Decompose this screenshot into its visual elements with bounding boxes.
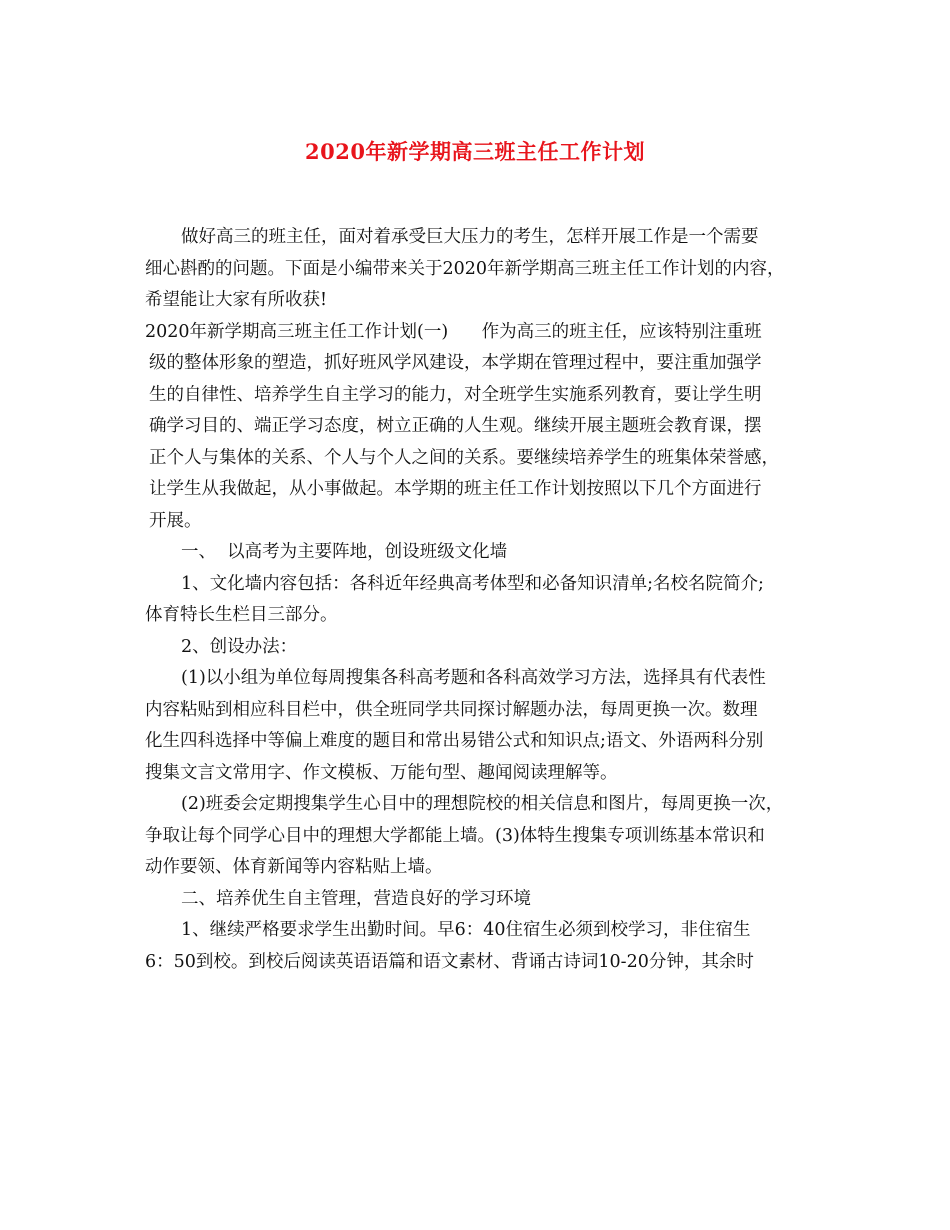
paragraph-line: 级的整体形象的塑造，抓好班风学风建设，本学期在管理过程中，要注重加强学 [149,353,762,373]
section-heading: 一、 以高考为主要阵地，创设班级文化墙 [181,542,508,562]
paragraph-line: 6：50到校。到校后阅读英语语篇和语文素材、背诵古诗词10-20分钟，其余时 [145,951,754,972]
paragraph-line: 1、继续严格要求学生出勤时间。早6：40住宿生必须到校学习，非住宿生 [181,920,751,940]
paragraph-line: 2020年新学期高三班主任工作计划(一) 作为高三的班主任，应该特别注重班 [145,321,762,342]
paragraph-line: 正个人与集体的关系、个人与个人之间的关系。要继续培养学生的班集体荣誉感， [149,447,779,468]
paragraph-line: 2、创设办法： [181,636,298,657]
paragraph-line: 开展。 [149,510,202,531]
paragraph-line: 确学习目的、端正学习态度，树立正确的人生观。继续开展主题班会教育课，摆 [149,416,762,436]
paragraph-line: 让学生从我做起，从小事做起。本学期的班主任工作计划按照以下几个方面进行 [149,479,762,499]
paragraph-line: 争取让每个同学心目中的理想大学都能上墙。(3)体特生搜集专项训练基本常识和 [145,825,765,846]
paragraph-line: (2)班委会定期搜集学生心目中的理想院校的相关信息和图片，每周更换一次， [181,794,784,814]
paragraph-line: 动作要领、体育新闻等内容粘贴上墙。 [145,857,443,877]
paragraph-line: 生的自律性、培养学生自主学习的能力，对全班学生实施系列教育，要让学生明 [149,384,762,405]
paragraph-line: 内容粘贴到相应科目栏中，供全班同学共同探讨解题办法，每周更换一次。数理 [145,699,758,720]
paragraph-line: 1、文化墙内容包括：各科近年经典高考体型和必备知识清单;名校名院简介; [181,573,764,594]
paragraph-line: 化生四科选择中等偏上难度的题目和常出易错公式和知识点;语文、外语两科分别 [145,731,764,751]
document-title: 2020年新学期高三班主任工作计划 [305,139,645,164]
paragraph-line: 搜集文言文常用字、作文模板、万能句型、趣闻阅读理解等。 [145,762,618,783]
document-body [145,222,825,978]
paragraph-line: 做好高三的班主任，面对着承受巨大压力的考生，怎样开展工作是一个需要 [181,227,759,247]
paragraph-line: 体育特长生栏目三部分。 [145,605,338,625]
paragraph-line: (1)以小组为单位每周搜集各科高考题和各科高效学习方法，选择具有代表性 [181,668,766,688]
paragraph-line: 希望能让大家有所收获! [145,290,328,310]
paragraph-line: 细心斟酌的问题。下面是小编带来关于2020年新学期高三班主任工作计划的内容， [145,258,785,279]
section-heading: 二、培养优生自主管理，营造良好的学习环境 [181,888,531,909]
